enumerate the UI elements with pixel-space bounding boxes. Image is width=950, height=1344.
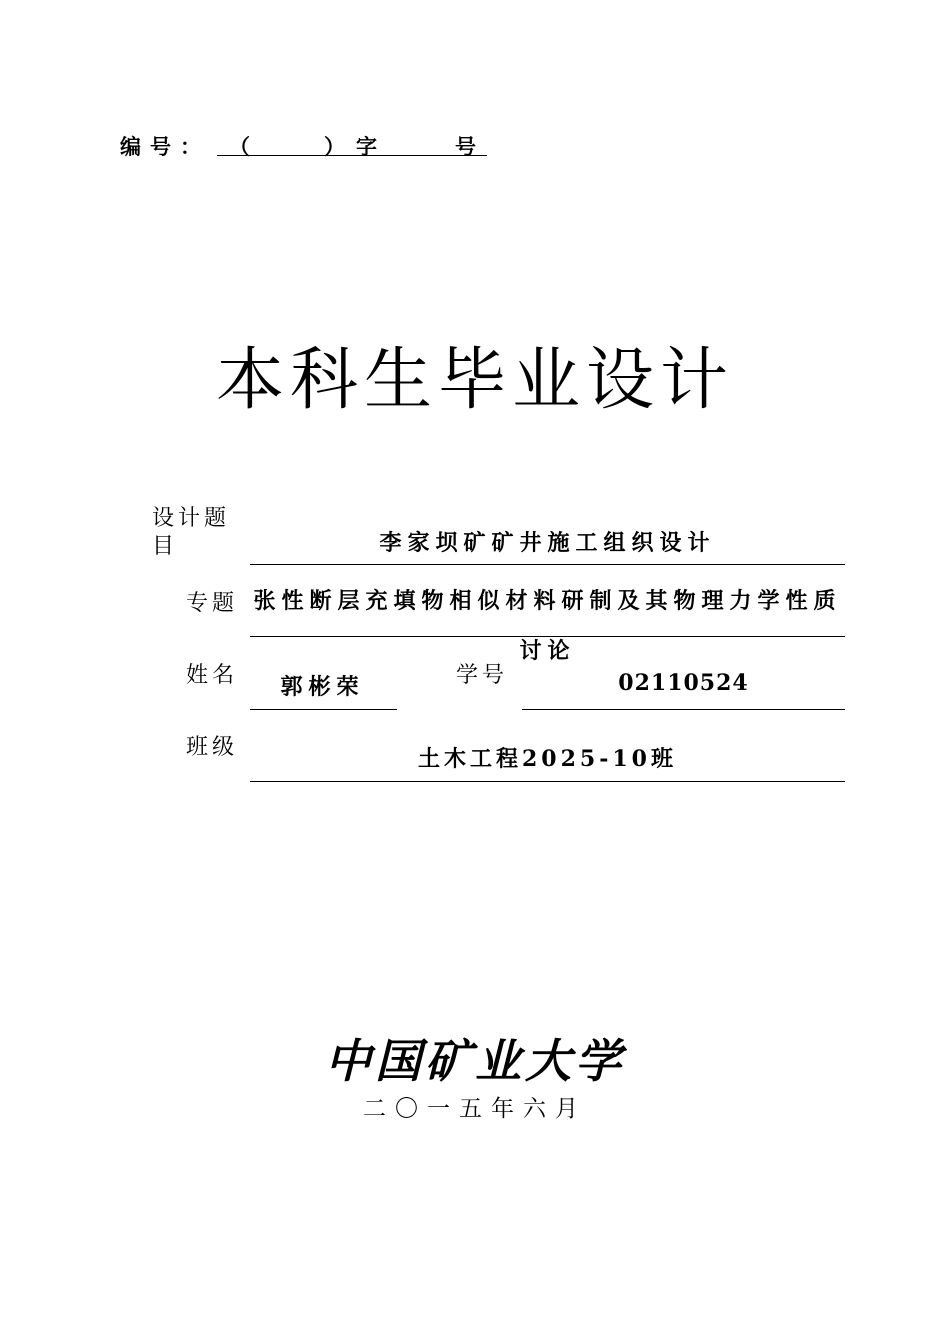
serial-close-paren: ） [324,134,345,159]
name-underline [250,709,397,710]
name-label: 姓名 [186,663,239,688]
topic-label: 专题 [186,591,239,616]
topic-value: 张性断层充填物相似材料研制及其物理力学性质讨论 [253,588,842,664]
design-title-label: 设计题目 [152,506,231,559]
serial-zi: 字 [356,134,377,159]
serial-open-paren: （ [229,134,250,159]
student-number-value: 02110524 [618,670,749,696]
student-number-label: 学号 [456,663,509,688]
design-title-underline [250,564,845,565]
serial-number-label: 编号： [120,134,210,159]
university-name: 中国矿业大学 [325,1034,625,1088]
name-value: 郭彬荣 [280,674,365,700]
date: 二〇一五年六月 [363,1096,587,1122]
class-value: 土木工程2025-10班 [418,746,677,772]
serial-number-underline [217,155,487,156]
student-number-underline [522,709,845,710]
topic-underline [250,636,845,637]
page-title: 本科生毕业设计 [215,341,734,420]
topic-value-box [250,576,845,664]
class-underline [250,781,845,782]
serial-hao: 号 [455,134,476,159]
design-title-value: 李家坝矿矿井施工组织设计 [379,530,716,556]
class-label: 班级 [186,735,239,760]
